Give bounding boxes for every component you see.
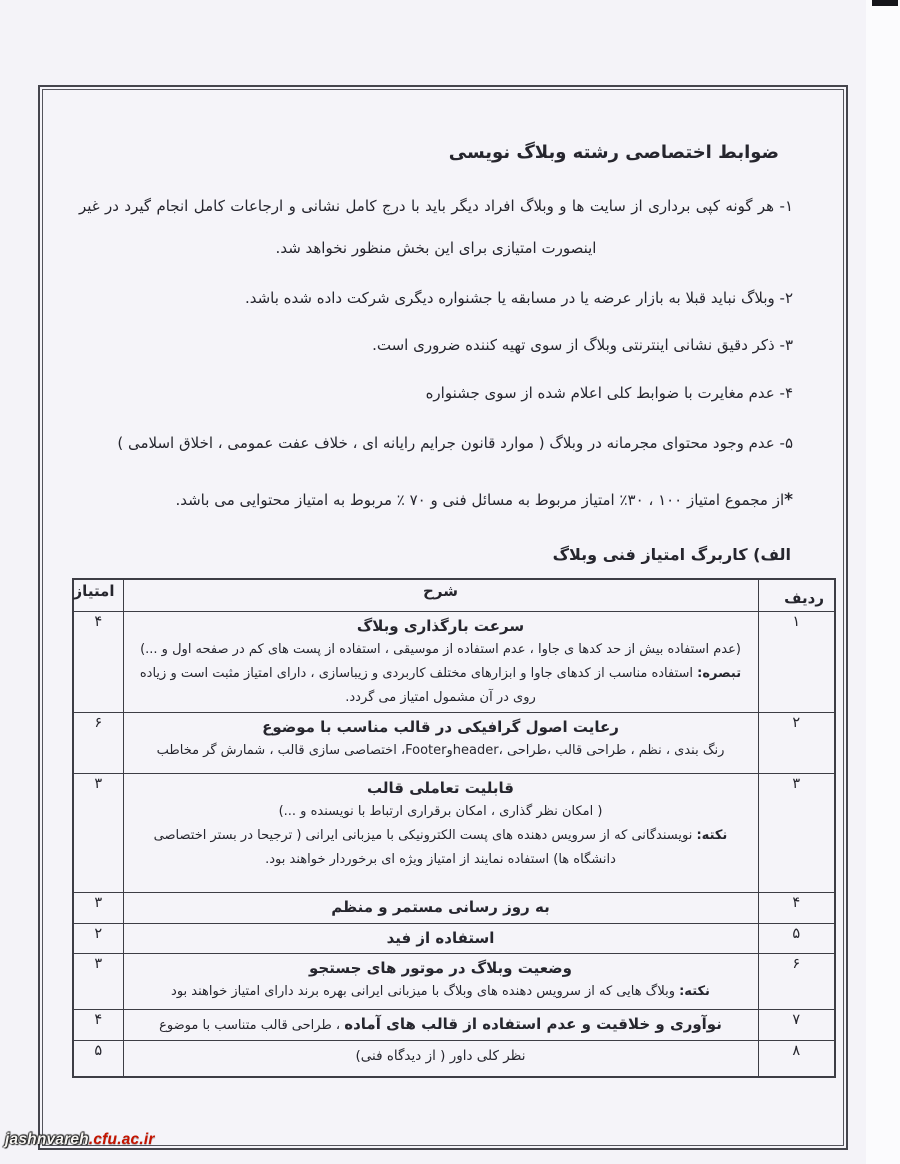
site-watermark	[5, 1131, 155, 1149]
scoring-note	[79, 489, 793, 511]
rule-item-2: ۲- وبلاگ نباید قبلا به بازار عرضه یا در مسابقه یا جشنواره دیگری شرکت داده شده باشد.	[244, 289, 793, 307]
row-score: ۴	[73, 611, 123, 712]
row-description	[123, 773, 758, 892]
row-score: ۳	[73, 953, 123, 1009]
row-score: ۳	[73, 892, 123, 923]
row-description	[123, 923, 758, 953]
row-description	[123, 1040, 758, 1077]
table-row	[73, 712, 835, 773]
criterion-title: به روز رسانی مستمر و منظم	[331, 897, 550, 916]
table-row	[73, 923, 835, 953]
row-number: ۵	[758, 923, 835, 953]
row-score: ۶	[73, 712, 123, 773]
row-number: ۷	[758, 1009, 835, 1040]
asterisk-marker: *	[784, 490, 793, 510]
note-text: وبلاگ هایی که از سرویس دهنده های وبلاگ با میزبانی ایرانی بهره برند دارای امتیاز خواهند بود	[171, 983, 680, 999]
row-description	[123, 611, 758, 712]
section-heading: الف) کاربرگ امتیاز فنی وبلاگ	[552, 545, 791, 564]
scan-edge-strip	[866, 0, 900, 1164]
note-text: استفاده مناسب از کدهای جاوا و ابزارهای مختلف کاربردی و زیباسازی ، دارای امتیاز مثبت است و زیاده روی در آن مشمول امتیاز می گردد.	[139, 665, 698, 705]
scoring-note-text: از مجموع امتیاز ۱۰۰ ، ۳۰٪ امتیاز مربوط به مسائل فنی و ۷۰ ٪ مربوط به امتیاز محتوایی می باشد.	[175, 491, 785, 509]
scan-corner-artifact	[872, 0, 898, 6]
rule-item-4: ۴- عدم مغایرت با ضوابط کلی اعلام شده از سوی جشنواره	[425, 384, 793, 402]
document-title: ضوابط اختصاصی رشته وبلاگ نویسی	[448, 142, 779, 163]
column-header-row-number: ردیف	[758, 579, 835, 611]
column-header-score: امتیاز	[73, 579, 123, 611]
page-content-area	[42, 89, 844, 1146]
rule-item-1: ۱- هر گونه کپی برداری از سایت ها و وبلاگ افراد دیگر باید با درج کامل نشانی و ارجاعات کامل انجام گیرد در غیر اینصورت امتیازی برای این بخش منظور نخواهد شد.	[79, 197, 793, 257]
criterion-title: استفاده از فید	[386, 928, 495, 947]
table-header-row	[73, 579, 835, 611]
row-description	[123, 1009, 758, 1040]
table-row	[73, 892, 835, 923]
note-label: تبصره:	[697, 665, 742, 681]
row-number: ۱	[758, 611, 835, 712]
row-number: ۴	[758, 892, 835, 923]
criterion-title: سرعت بارگذاری وبلاگ	[356, 616, 525, 635]
row-description	[123, 712, 758, 773]
table-row	[73, 1040, 835, 1077]
criterion-title: نظر کلی داور ( از دیدگاه فنی)	[355, 1047, 526, 1064]
criterion-title	[132, 1012, 750, 1038]
criterion-detail: رنگ بندی ، نظم ، طراحی قالب ،طراحی ،headerوFooter، اختصاصی سازی قالب ، شمارش گر مخاطب	[156, 742, 725, 758]
column-header-description: شرح	[123, 579, 758, 611]
criterion-detail: (عدم استفاده بیش از حد کدها ی جاوا ، عدم استفاده از موسیقی ، استفاده از پست های کم در صفحه اول و ...)	[140, 641, 741, 657]
technical-score-table	[72, 578, 836, 1078]
row-number: ۸	[758, 1040, 835, 1077]
row-score: ۵	[73, 1040, 123, 1077]
row-description	[123, 892, 758, 923]
table-row	[73, 1009, 835, 1040]
criterion-note	[132, 824, 750, 872]
row-number: ۶	[758, 953, 835, 1009]
row-number: ۳	[758, 773, 835, 892]
row-description	[123, 953, 758, 1009]
criterion-detail: ( امکان نظر گذاری ، امکان برقراری ارتباط با نویسنده و ...)	[278, 803, 603, 819]
watermark-site-name: jashnvareh	[5, 1131, 89, 1148]
row-score: ۳	[73, 773, 123, 892]
criterion-title: قابلیت تعاملی قالب	[367, 778, 514, 797]
note-label: نکته:	[696, 827, 728, 843]
row-score: ۲	[73, 923, 123, 953]
watermark-domain: .cfu.ac.ir	[88, 1131, 155, 1148]
rule-item-5: ۵- عدم وجود محتوای مجرمانه در وبلاگ ( موارد قانون جرایم رایانه ای ، خلاف عفت عمومی ، اخلاق اسلامی )	[117, 434, 793, 452]
criterion-note	[132, 662, 750, 710]
page-border-frame	[38, 85, 848, 1150]
criterion-title-tail: ، طراحی قالب متناسب با موضوع	[159, 1017, 345, 1033]
criterion-title: رعایت اصول گرافیکی در قالب مناسب با موضوع	[262, 717, 619, 736]
table-row	[73, 773, 835, 892]
criterion-title: وضعیت وبلاگ در موتور های جستجو	[309, 958, 572, 977]
criterion-note	[132, 980, 750, 1004]
rule-item-3: ۳- ذکر دقیق نشانی اینترنتی وبلاگ از سوی تهیه کننده ضروری است.	[372, 336, 793, 354]
row-number: ۲	[758, 712, 835, 773]
table-row	[73, 953, 835, 1009]
row-score: ۴	[73, 1009, 123, 1040]
criterion-title-bold: نوآوری و خلاقیت و عدم استفاده از قالب های آماده	[344, 1014, 722, 1033]
table-row	[73, 611, 835, 712]
note-label: نکته:	[679, 983, 710, 999]
note-text: نویسندگانی که از سرویس دهنده های پست الکترونیکی با میزبانی ایرانی ( ترجیحا در بستر اختصاصی دانشگاه ها) استفاده نمایند از امتیاز ویژه ای برخوردار خواهند بود.	[153, 827, 697, 867]
